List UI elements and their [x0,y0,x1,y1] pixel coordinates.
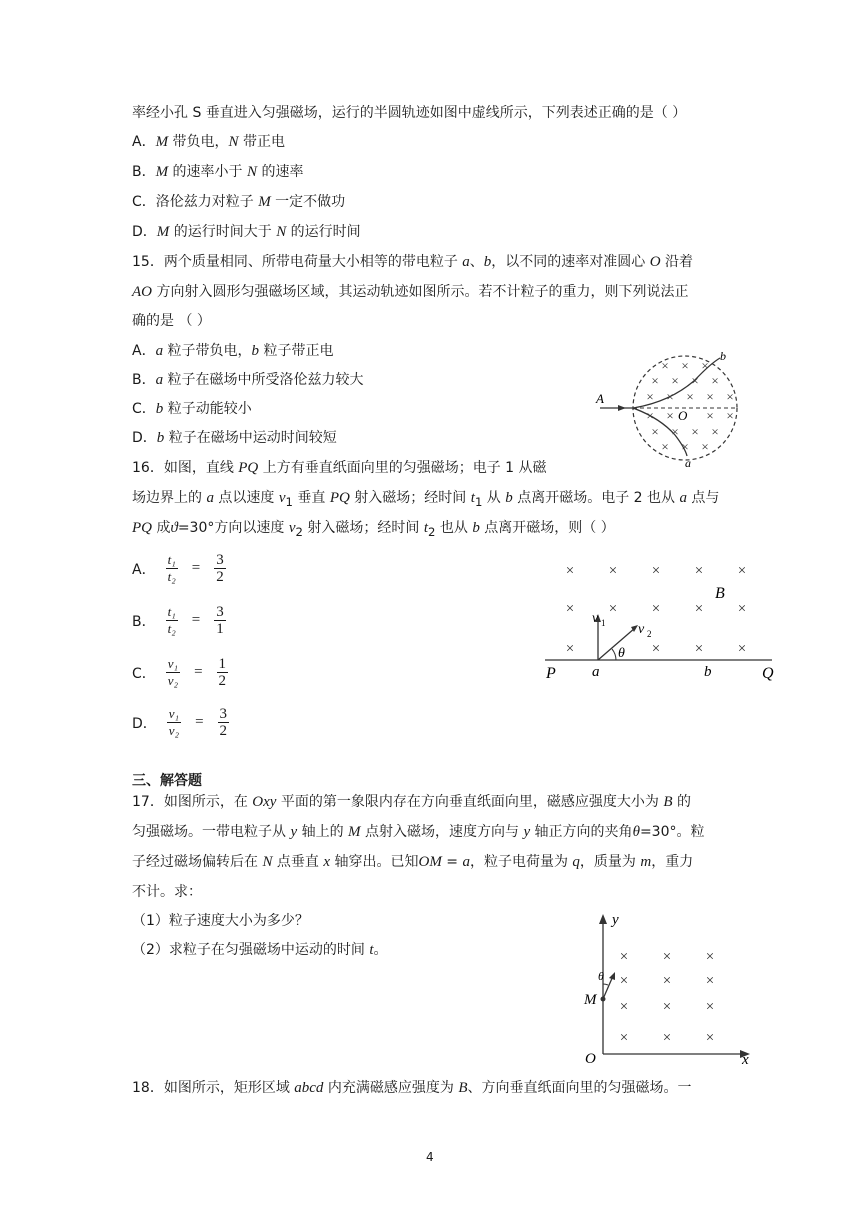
velocity-arrow-icon [609,972,615,980]
svg-text:×: × [646,408,654,423]
theta-arc [612,649,616,660]
label-M: M [584,992,597,1008]
label-theta: θ [598,969,604,983]
q18-stem-line-1: 18．如图所示，矩形区域 abcd 内充满磁感应强度为 B、方向垂直纸面向里的匀强磁场。一 [132,1080,692,1096]
svg-text:×: × [619,1030,629,1046]
svg-text:×: × [701,439,709,454]
svg-text:×: × [666,389,674,404]
label-v2-sub: 2 [647,629,652,639]
svg-text:×: × [608,601,618,617]
q15-stem-line-1: 15．两个质量相同、所带电荷量大小相等的带电粒子 a、b，以不同的速率对准圆心 O 沿着 [132,254,694,270]
q16-option-c: C． $\frac{\text{v₁}}{\text{v₂}}$ = $\frac{1}{2}$ [132,656,227,689]
svg-text:×: × [651,424,659,439]
label-B: B [715,585,725,602]
svg-text:×: × [737,601,747,617]
svg-text:×: × [651,601,661,617]
q17-quadrant-field-figure [576,908,756,1068]
svg-text:×: × [565,563,575,579]
q16-half-plane-field-figure [540,558,790,688]
svg-text:×: × [705,973,715,989]
q15-option-c: C．b 粒子动能较小 [132,401,252,417]
q17-stem-line-4: 不计。求： [132,884,202,900]
label-O: O [585,1051,596,1067]
q17-stem-line-2: 匀强磁场。一带电粒子从 y 轴上的 M 点射入磁场，速度方向与 y 轴正方向的夹角θ=30°。粒 [132,824,705,840]
svg-text:×: × [691,373,699,388]
label-theta: θ [618,646,625,661]
label-O: O [678,408,688,423]
svg-text:×: × [671,424,679,439]
label-v1-sub: 1 [601,618,606,628]
svg-text:×: × [726,408,734,423]
q16-stem-line-1: 16．如图，直线 PQ 上方有垂直纸面向里的匀强磁场；电子 1 从磁 [132,460,547,476]
svg-text:×: × [705,949,715,965]
q14-option-c: C．洛伦兹力对粒子 M 一定不做功 [132,194,346,210]
svg-text:×: × [619,973,629,989]
svg-text:×: × [565,601,575,617]
svg-text:×: × [726,389,734,404]
svg-text:×: × [651,563,661,579]
q17-stem-line-3: 子经过磁场偏转后在 N 点垂直 x 轴穿出。已知OM = a，粒子电荷量为 q，质量为 m，重力 [132,854,694,870]
svg-text:×: × [662,973,672,989]
q14-option-d: D．M 的运行时间大于 N 的运行时间 [132,224,361,240]
svg-text:×: × [666,408,674,423]
q14-option-a: A．M 带负电，N 带正电 [132,134,285,150]
svg-text:×: × [705,1030,715,1046]
label-Q: Q [762,665,774,682]
q15-stem-line-2: AO 方向射入圆形匀强磁场区域，其运动轨迹如图所示。若不计粒子的重力，则下列说法正 [132,284,689,300]
svg-text:×: × [565,641,575,657]
label-P: P [546,665,556,682]
cross-grid-17 [620,949,714,1046]
svg-text:×: × [686,389,694,404]
q15-option-b: B．a 粒子在磁场中所受洛伦兹力较大 [132,372,364,388]
q14-option-b: B．M 的速率小于 N 的速率 [132,164,304,180]
label-b: b [704,664,712,680]
theta-arc [603,984,608,985]
svg-text:×: × [694,601,704,617]
q15-option-d: D．b 粒子在磁场中运动时间较短 [132,430,337,446]
svg-text:×: × [651,641,661,657]
q15-stem-line-3: 确的是 （ ） [132,313,211,329]
label-a: a [685,456,691,470]
svg-text:×: × [694,563,704,579]
svg-text:×: × [706,408,714,423]
y-axis-arrow-icon [599,914,607,924]
svg-text:×: × [619,949,629,965]
svg-text:×: × [651,373,659,388]
q14-stem-end: 率经小孔 S 垂直进入匀强磁场，运行的半圆轨迹如图中虚线所示，下列表述正确的是（ ） [132,105,687,121]
section-heading: 三、解答题 [132,773,202,789]
svg-text:×: × [661,439,669,454]
svg-text:×: × [706,389,714,404]
svg-text:×: × [661,358,669,373]
svg-text:×: × [737,563,747,579]
v2-vector [598,628,635,660]
svg-text:×: × [671,373,679,388]
q17-part-1: （1）粒子速度大小为多少？ [132,913,309,929]
q16-option-b: B． $\frac{\text{t₁}}{\text{t₂}}$ = $\frac{3}{1}$ [132,604,224,637]
svg-text:×: × [701,358,709,373]
label-b: b [720,349,726,363]
cross-grid-15 [646,358,733,454]
velocity-vector [603,976,613,999]
svg-text:×: × [681,358,689,373]
incident-arrow-icon [618,405,626,411]
svg-text:×: × [608,563,618,579]
svg-text:×: × [737,641,747,657]
q16-stem-line-2: 场边界上的 a 点以速度 $v_1$ 垂直 PQ 射入磁场；经时间 $t_1$ 从 b 点离开磁场。电子 2 也从 a 点与 [132,490,720,509]
page-number: 4 [426,1150,434,1164]
svg-text:×: × [646,389,654,404]
label-v2: v [638,622,645,637]
svg-text:×: × [694,641,704,657]
q17-part-2: （2）求粒子在匀强磁场中运动的时间 t。 [132,942,388,958]
q16-stem-line-3: PQ 成ϑ=30°方向以速度 $v_2$ 射入磁场；经时间 $t_2$ 也从 b 点离开磁场，则（ ） [132,520,615,539]
cross-grid-16 [566,563,746,657]
q17-stem-line-1: 17．如图所示，在 Oxy 平面的第一象限内存在方向垂直纸面向里，磁感应强度大小为 B 的 [132,794,691,810]
svg-text:×: × [711,373,719,388]
svg-text:×: × [662,949,672,965]
label-v1: v [592,611,599,626]
q15-circle-field-figure [590,350,760,480]
svg-text:×: × [711,424,719,439]
label-A: A [596,391,604,406]
label-x: x [742,1052,749,1068]
label-a: a [592,664,600,680]
svg-text:×: × [681,439,689,454]
svg-text:×: × [662,999,672,1015]
q16-option-d: D． $\frac{\text{v₁}}{\text{v₂}}$ = $\frac{3}{2}$ [132,706,228,739]
svg-text:×: × [619,999,629,1015]
svg-text:×: × [691,424,699,439]
svg-text:×: × [705,999,715,1015]
svg-text:×: × [662,1030,672,1046]
label-y: y [612,912,619,928]
q15-option-a: A．a 粒子带负电，b 粒子带正电 [132,343,334,359]
q16-option-a: A． $\frac{\text{t₁}}{\text{t₂}}$ = $\frac{3}{2}$ [132,552,224,585]
